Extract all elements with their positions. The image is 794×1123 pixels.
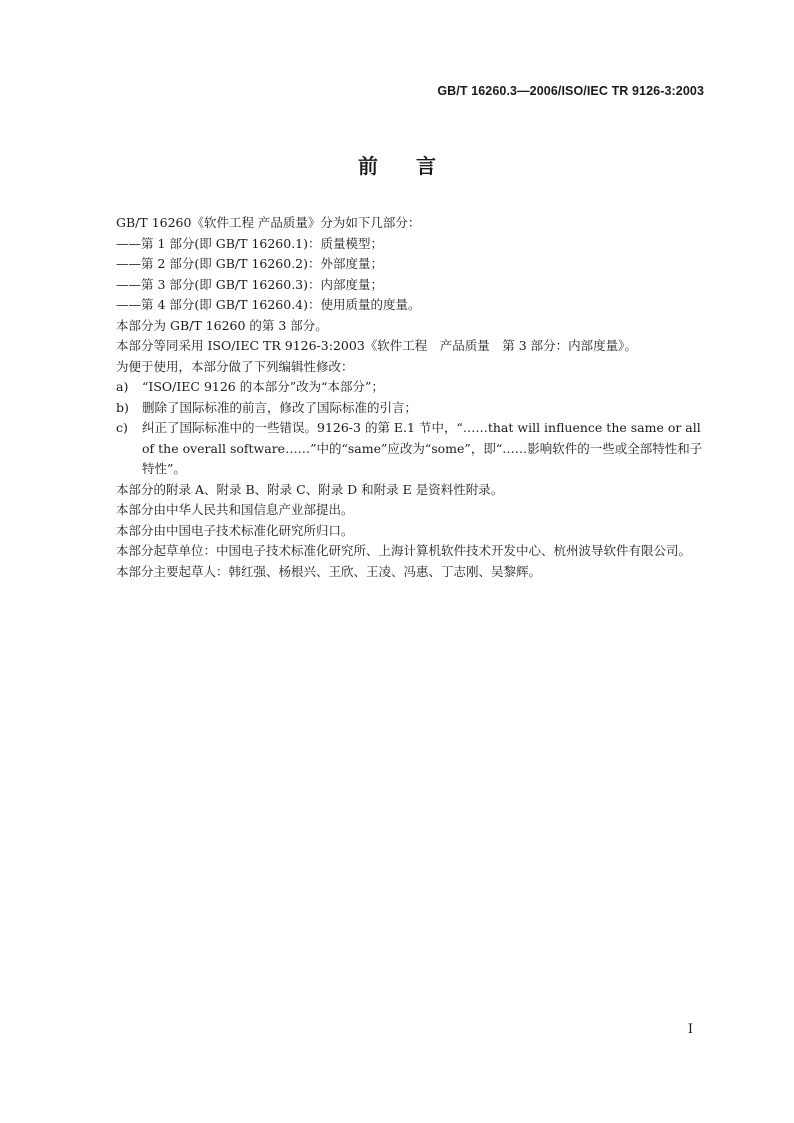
list-item-text: 删除了国际标准的前言，修改了国际标准的引言； [142, 399, 418, 415]
paragraph-drafting-units: 本部分起草单位：中国电子技术标准化研究所、上海计算机软件技术开发中心、杭州波导软件有限公司。 [116, 543, 692, 558]
page-title: 前言 [358, 154, 474, 178]
list-item [90, 418, 704, 480]
part-4-line: ——第 4 部分(即 GB/T 16260.4)：使用质量的度量。 [116, 297, 421, 312]
page-number: I [687, 1022, 693, 1037]
foreword-body [90, 213, 704, 582]
list-item-text: 纠正了国际标准中的一些错误。9126-3 的第 E.1 节中，“……that will influence the same or all of the overall software……”中的“same”应改为“some”，即“……影响软件的一些或全部特性和子特性”。 [142, 420, 703, 476]
list-marker: c) [116, 420, 128, 435]
list-marker: a) [116, 379, 129, 394]
part-2-line: ——第 2 部分(即 GB/T 16260.2)：外部度量； [116, 256, 384, 271]
paragraph-adoption: 本部分等同采用 ISO/IEC TR 9126-3:2003《软件工程 产品质量 第 3 部分：内部度量》。 [116, 338, 637, 353]
paragraph-drafters: 本部分主要起草人：韩红强、杨根兴、王欣、王凌、冯惠、丁志刚、吴黎辉。 [116, 563, 542, 579]
paragraph-appendices: 本部分的附录 A、附录 B、附录 C、附录 D 和附录 E 是资料性附录。 [116, 481, 504, 497]
list-item [90, 398, 704, 419]
part-1-line: ——第 1 部分(即 GB/T 16260.1)：质量模型； [116, 235, 384, 251]
paragraph-edits-intro: 为便于使用，本部分做了下列编辑性修改： [116, 358, 354, 374]
paragraph-owner: 本部分由中国电子技术标准化研究所归口。 [116, 522, 354, 538]
paragraph-intro: GB/T 16260《软件工程 产品质量》分为如下几部分： [116, 215, 421, 230]
list-item-text: “ISO/IEC 9126 的本部分”改为“本部分”； [142, 379, 384, 394]
list-marker: b) [116, 399, 129, 415]
part-3-line: ——第 3 部分(即 GB/T 16260.3)：内部度量； [116, 276, 384, 292]
list-item [90, 377, 704, 398]
paragraph-proposer: 本部分由中华人民共和国信息产业部提出。 [116, 502, 354, 517]
paragraph-this-part: 本部分为 GB/T 16260 的第 3 部分。 [116, 317, 328, 333]
standard-code-header: GB/T 16260.3—2006/ISO/IEC TR 9126-3:2003 [437, 84, 704, 98]
